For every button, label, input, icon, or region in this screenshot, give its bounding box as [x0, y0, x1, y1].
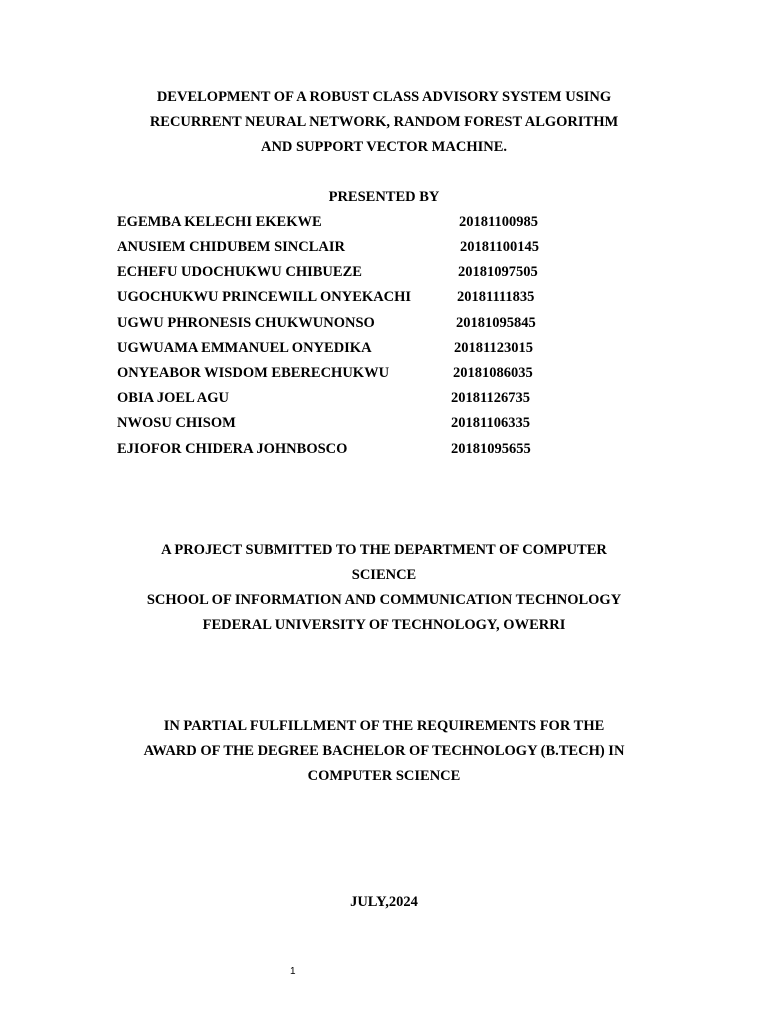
- member-reg-no: 20181111835: [457, 289, 535, 305]
- member-reg-no: 20181097505: [458, 264, 538, 280]
- member-name: EGEMBA KELECHI EKEKWE: [117, 214, 322, 230]
- page-number: 1: [290, 966, 296, 977]
- submission-line-1: A PROJECT SUBMITTED TO THE DEPARTMENT OF COMPUTER: [161, 542, 607, 558]
- member-reg-no: 20181106335: [451, 415, 530, 431]
- title-line-3: AND SUPPORT VECTOR MACHINE.: [260, 139, 508, 155]
- member-reg-no: 20181100145: [460, 239, 539, 255]
- member-name: NWOSU CHISOM: [117, 415, 236, 431]
- member-reg-no: 20181126735: [451, 390, 530, 406]
- fulfillment-line-1: IN PARTIAL FULFILLMENT OF THE REQUIREMENTS FOR THE: [163, 718, 605, 734]
- submission-line-2: SCIENCE: [351, 567, 417, 583]
- fulfillment-line-2: AWARD OF THE DEGREE BACHELOR OF TECHNOLOGY (B.TECH) IN: [143, 743, 625, 759]
- submission-line-4: FEDERAL UNIVERSITY OF TECHNOLOGY, OWERRI: [202, 617, 566, 633]
- member-name: OBIA JOEL AGU: [117, 390, 230, 406]
- title-line-2: RECURRENT NEURAL NETWORK, RANDOM FOREST ALGORITHM: [149, 114, 619, 130]
- member-name: UGWU PHRONESIS CHUKWUNONSO: [117, 315, 375, 331]
- member-name: ANUSIEM CHIDUBEM SINCLAIR: [117, 239, 345, 255]
- member-reg-no: 20181086035: [453, 365, 533, 381]
- member-reg-no: 20181123015: [454, 340, 533, 356]
- submission-date: JULY,2024: [350, 894, 418, 910]
- member-name: UGOCHUKWU PRINCEWILL ONYEKACHI: [117, 289, 412, 305]
- member-name: ECHEFU UDOCHUKWU CHIBUEZE: [117, 264, 362, 280]
- member-reg-no: 20181095845: [456, 315, 536, 331]
- fulfillment-line-3: COMPUTER SCIENCE: [307, 768, 461, 784]
- member-name: EJIOFOR CHIDERA JOHNBOSCO: [117, 441, 348, 457]
- member-name: UGWUAMA EMMANUEL ONYEDIKA: [117, 340, 372, 356]
- member-reg-no: 20181095655: [451, 441, 531, 457]
- submission-line-3: SCHOOL OF INFORMATION AND COMMUNICATION TECHNOLOGY: [146, 592, 622, 608]
- presented-by-heading: PRESENTED BY: [328, 189, 440, 205]
- member-name: ONYEABOR WISDOM EBERECHUKWU: [117, 365, 390, 381]
- title-line-1: DEVELOPMENT OF A ROBUST CLASS ADVISORY SYSTEM USING: [156, 89, 612, 105]
- member-reg-no: 20181100985: [459, 214, 538, 230]
